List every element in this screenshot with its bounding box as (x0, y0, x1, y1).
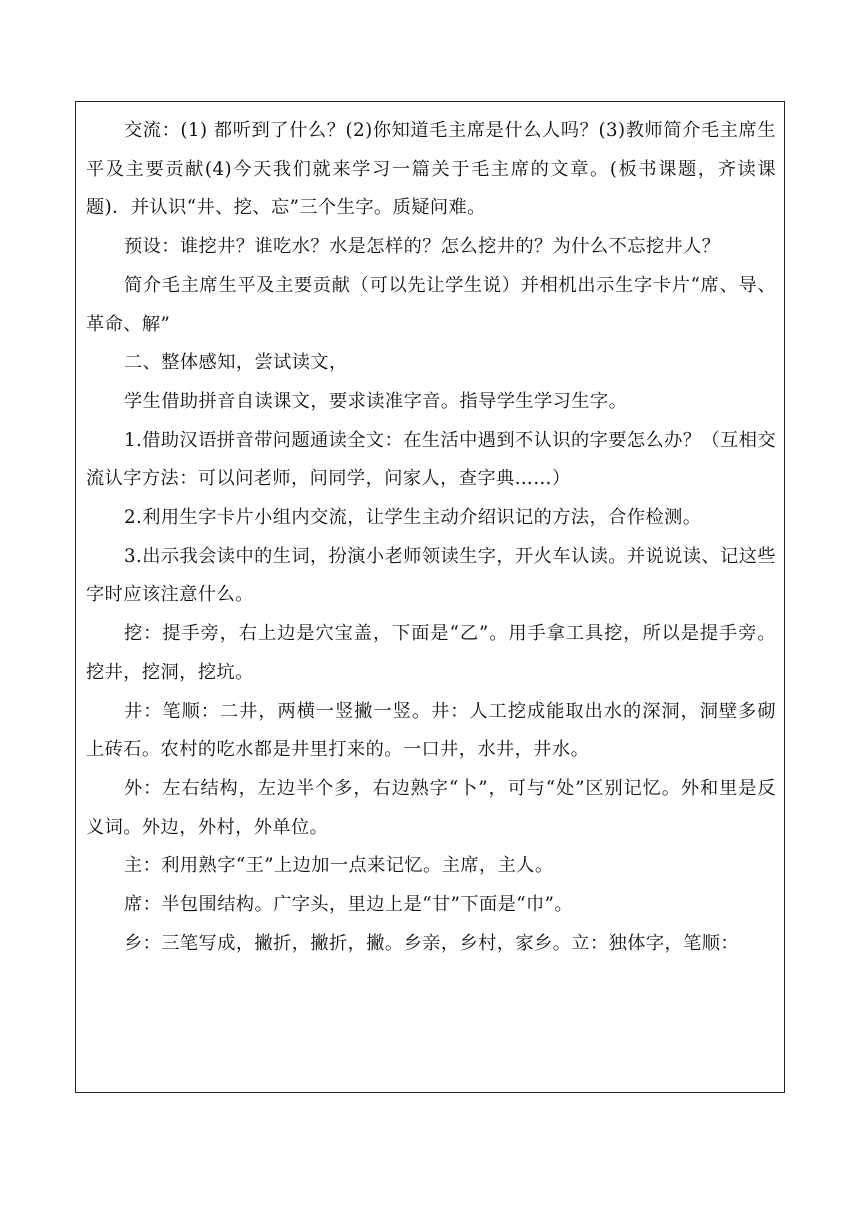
paragraph-step-1: 1.借助汉语拼音带问题通读全文：在生活中遇到不认识的字要怎么办？（互相交流认字方法：可以问老师，问同学，问家人，查字典……） (86, 429, 776, 490)
paragraph-intro-chairman: 简介毛主席生平及主要贡献（可以先让学生说）并相机出示生字卡片“席、导、革命、解” (86, 274, 776, 335)
paragraph-step-3: 3.出示我会读中的生词，扮演小老师领读生字，开火车认读。并说说读、记这些字时应该注意什么。 (86, 545, 776, 606)
paragraph-section-two-heading: 二、整体感知，尝试读文， (124, 352, 348, 374)
paragraph-exchange: 交流：(1) 都听到了什么？(2)你知道毛主席是什么人吗？(3)教师简介毛主席生平及主要贡献(4)今天我们就来学习一篇关于毛主席的文章。(板书课题，齐读课题)．并认识“井、挖、忘”三个生字。质疑问难。 (86, 120, 776, 219)
paragraph-char-jing: 井：笔顺：二井，两横一竖撇一竖。井：人工挖成能取出水的深洞，洞壁多砌上砖石。农村的吃水都是井里打来的。一口井，水井，井水。 (86, 700, 776, 761)
paragraph-step-2: 2.利用生字卡片小组内交流，让学生主动介绍识记的方法，合作检测。 (124, 507, 702, 529)
paragraph-char-wa: 挖：提手旁，右上边是穴宝盖，下面是“乙”。用手拿工具挖，所以是提手旁。挖井，挖洞，挖坑。 (86, 623, 776, 683)
paragraph-char-xi: 席：半包围结构。广字头，里边上是“甘”下面是“巾”。 (124, 894, 574, 916)
paragraph-char-xiang: 乡：三笔写成，撇折，撇折，撇。乡亲，乡村，家乡。立：独体字，笔顺： (124, 932, 740, 954)
document-body (86, 112, 776, 963)
paragraph-preset: 预设：谁挖井？谁吃水？水是怎样的？怎么挖井的？为什么不忘挖井人？ (124, 236, 721, 258)
paragraph-self-reading: 学生借助拼音自读课文，要求读准字音。指导学生学习生字。 (124, 390, 628, 412)
paragraph-char-wai: 外：左右结构，左边半个多，右边熟字“卜”，可与“处”区别记忆。外和里是反义词。外边，外村，外单位。 (86, 777, 776, 838)
paragraph-char-zhu: 主：利用熟字“王”上边加一点来记忆。主席，主人。 (124, 855, 554, 877)
